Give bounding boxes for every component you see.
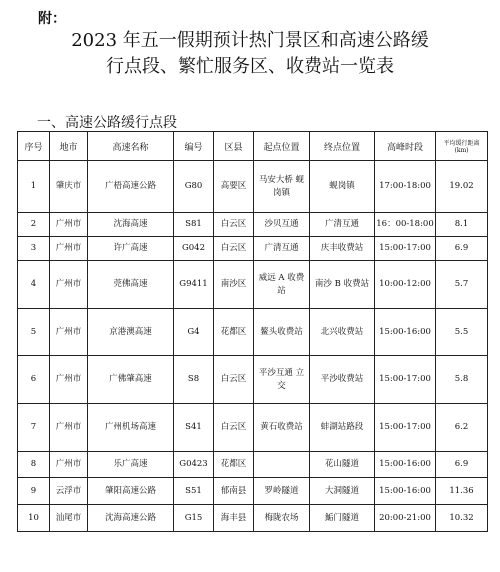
header-city: 地市 [50, 132, 88, 161]
cell-peak-time: 15:00-16:00 [375, 309, 436, 356]
table-row [18, 237, 488, 261]
cell-start: 威远 A 收费站 [254, 261, 310, 309]
cell-start [254, 452, 310, 478]
cell-index: 4 [18, 261, 50, 309]
cell-district: 白云区 [214, 356, 254, 404]
cell-avg-distance: 6.2 [436, 404, 488, 452]
cell-peak-time: 16：00-18:00 [375, 213, 436, 237]
cell-expressway: 许广高速 [88, 237, 174, 261]
cell-district: 南沙区 [214, 261, 254, 309]
attachment-label: 附： [38, 11, 66, 27]
cell-end: 北兴收费站 [310, 309, 375, 356]
cell-avg-distance: 10.32 [436, 505, 488, 532]
header-district: 区县 [214, 132, 254, 161]
cell-expressway: 广州机场高速 [88, 404, 174, 452]
cell-peak-time: 15:00-17:00 [375, 237, 436, 261]
cell-city: 广州市 [50, 237, 88, 261]
cell-peak-time: 10:00-12:00 [375, 261, 436, 309]
cell-district: 海丰县 [214, 505, 254, 532]
cell-code: S8 [174, 356, 214, 404]
header-avg-distance: 平均缓行距离(km) [436, 132, 488, 161]
cell-end: 庆丰收费站 [310, 237, 375, 261]
cell-city: 云浮市 [50, 478, 88, 505]
header-index: 序号 [18, 132, 50, 161]
cell-avg-distance: 5.5 [436, 309, 488, 356]
header-expressway: 高速名称 [88, 132, 174, 161]
cell-end: 大洞隧道 [310, 478, 375, 505]
cell-end: 鮜门隧道 [310, 505, 375, 532]
cell-district: 郁南县 [214, 478, 254, 505]
cell-end: 花山隧道 [310, 452, 375, 478]
table-row [18, 213, 488, 237]
cell-start: 广清互通 [254, 237, 310, 261]
cell-city: 汕尾市 [50, 505, 88, 532]
cell-index: 7 [18, 404, 50, 452]
cell-avg-distance: 19.02 [436, 161, 488, 213]
cell-code: G4 [174, 309, 214, 356]
cell-end: 南沙 B 收费站 [310, 261, 375, 309]
cell-city: 广州市 [50, 452, 88, 478]
cell-expressway: 京港澳高速 [88, 309, 174, 356]
cell-expressway: 乐广高速 [88, 452, 174, 478]
header-end: 终点位置 [310, 132, 375, 161]
cell-start: 黄石收费站 [254, 404, 310, 452]
cell-end: 蚌湖站路段 [310, 404, 375, 452]
cell-city: 广州市 [50, 261, 88, 309]
table-row [18, 261, 488, 309]
cell-district: 白云区 [214, 237, 254, 261]
cell-peak-time: 17:00-18:00 [375, 161, 436, 213]
cell-index: 3 [18, 237, 50, 261]
cell-index: 6 [18, 356, 50, 404]
table-header-row [18, 132, 488, 161]
cell-start: 梅陇农场 [254, 505, 310, 532]
cell-code: S81 [174, 213, 214, 237]
congestion-table [17, 131, 488, 532]
cell-peak-time: 15:00-16:00 [375, 452, 436, 478]
cell-avg-distance: 6.9 [436, 452, 488, 478]
cell-index: 5 [18, 309, 50, 356]
cell-code: G15 [174, 505, 214, 532]
table-row [18, 404, 488, 452]
table-row [18, 505, 488, 532]
cell-avg-distance: 8.1 [436, 213, 488, 237]
cell-city: 广州市 [50, 309, 88, 356]
table-row [18, 161, 488, 213]
cell-district: 花都区 [214, 309, 254, 356]
cell-start: 罗岭隧道 [254, 478, 310, 505]
table-row [18, 309, 488, 356]
cell-expressway: 沈海高速公路 [88, 505, 174, 532]
cell-district: 白云区 [214, 404, 254, 452]
cell-index: 10 [18, 505, 50, 532]
cell-code: G0423 [174, 452, 214, 478]
cell-end: 广清互通 [310, 213, 375, 237]
cell-code: G80 [174, 161, 214, 213]
cell-index: 2 [18, 213, 50, 237]
cell-city: 广州市 [50, 356, 88, 404]
cell-code: S41 [174, 404, 214, 452]
cell-end: 平沙收费站 [310, 356, 375, 404]
table-row [18, 356, 488, 404]
cell-city: 肇庆市 [50, 161, 88, 213]
cell-index: 1 [18, 161, 50, 213]
cell-end: 蚬岗镇 [310, 161, 375, 213]
cell-expressway: 沈海高速 [88, 213, 174, 237]
cell-avg-distance: 5.8 [436, 356, 488, 404]
cell-start: 马安大桥 蚬岗镇 [254, 161, 310, 213]
cell-peak-time: 15:00-17:00 [375, 404, 436, 452]
document-title-line-1: 2023 年五一假期预计热门景区和高速公路缓 [71, 30, 429, 51]
table-row [18, 478, 488, 505]
table-row [18, 452, 488, 478]
cell-avg-distance: 11.36 [436, 478, 488, 505]
section-heading: 一、高速公路缓行点段 [37, 115, 177, 131]
header-start: 起点位置 [254, 132, 310, 161]
cell-peak-time: 15:00-17:00 [375, 356, 436, 404]
cell-expressway: 莞佛高速 [88, 261, 174, 309]
cell-expressway: 广佛肇高速 [88, 356, 174, 404]
cell-avg-distance: 6.9 [436, 237, 488, 261]
cell-expressway: 肇阳高速公路 [88, 478, 174, 505]
cell-expressway: 广梧高速公路 [88, 161, 174, 213]
cell-start: 沙贝互通 [254, 213, 310, 237]
header-peak-time: 高峰时段 [375, 132, 436, 161]
cell-code: G042 [174, 237, 214, 261]
cell-index: 9 [18, 478, 50, 505]
cell-city: 广州市 [50, 213, 88, 237]
cell-start: 平沙互通 立交 [254, 356, 310, 404]
cell-district: 花都区 [214, 452, 254, 478]
cell-code: G9411 [174, 261, 214, 309]
cell-code: S51 [174, 478, 214, 505]
cell-start: 鳌头收费站 [254, 309, 310, 356]
cell-district: 高要区 [214, 161, 254, 213]
cell-city: 广州市 [50, 404, 88, 452]
cell-index: 8 [18, 452, 50, 478]
cell-peak-time: 15:00-16:00 [375, 478, 436, 505]
header-code: 编号 [174, 132, 214, 161]
cell-peak-time: 20:00-21:00 [375, 505, 436, 532]
cell-district: 白云区 [214, 213, 254, 237]
cell-avg-distance: 5.7 [436, 261, 488, 309]
document-title-line-2: 行点段、繁忙服务区、收费站一览表 [106, 56, 394, 77]
